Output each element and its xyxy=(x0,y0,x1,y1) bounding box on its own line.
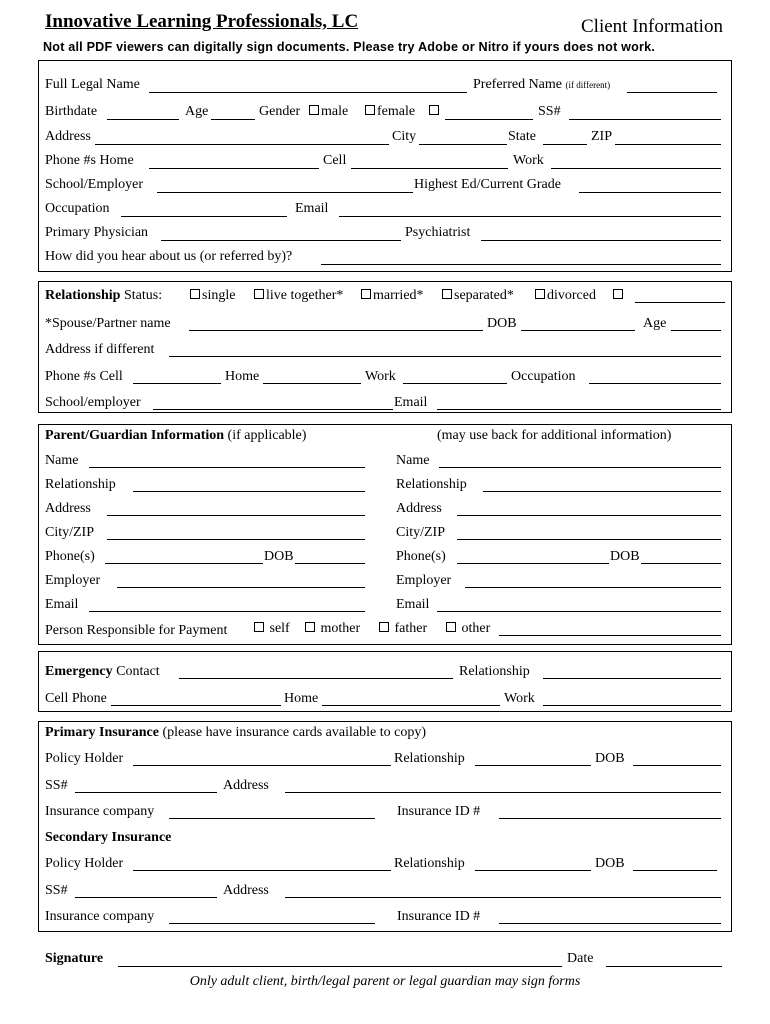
emergency-home-label: Home xyxy=(284,691,319,706)
secondary-insurance-id-field[interactable] xyxy=(499,923,721,924)
signature-field[interactable] xyxy=(118,966,562,967)
status-divorced-option[interactable]: divorced xyxy=(535,289,596,303)
separated-checkbox[interactable] xyxy=(442,289,452,299)
parent1-address-label: Address xyxy=(45,501,91,516)
status-other-field[interactable] xyxy=(635,302,725,303)
psychiatrist-field[interactable] xyxy=(481,240,721,241)
emergency-relationship-field[interactable] xyxy=(543,678,721,679)
preferred-name-label: Preferred Name (if different) xyxy=(473,77,611,92)
ss-label: SS# xyxy=(538,104,561,119)
school-employer-label: School/Employer xyxy=(45,177,143,192)
primary-insurance-id-label: Insurance ID # xyxy=(397,804,481,819)
parent2-name-field[interactable] xyxy=(439,467,721,468)
highest-ed-field[interactable] xyxy=(579,192,721,193)
spouse-cell-label: Phone #s Cell xyxy=(45,369,123,384)
spouse-home-field[interactable] xyxy=(263,383,361,384)
gender-label: Gender xyxy=(259,104,301,119)
secondary-insurance-id-label: Insurance ID # xyxy=(397,909,481,924)
client-details-section xyxy=(38,60,732,272)
emergency-work-field[interactable] xyxy=(543,705,721,706)
parent1-relationship-field[interactable] xyxy=(133,491,365,492)
school-employer-field[interactable] xyxy=(157,192,413,193)
secondary-ss-label: SS# xyxy=(45,883,68,898)
status-live-together-option[interactable]: live together* xyxy=(254,289,343,303)
date-label: Date xyxy=(567,951,594,966)
home-phone-field[interactable] xyxy=(149,168,319,169)
spouse-work-field[interactable] xyxy=(403,383,507,384)
work-field[interactable] xyxy=(551,168,721,169)
parent1-email-field[interactable] xyxy=(89,611,365,612)
secondary-policy-holder-field[interactable] xyxy=(133,870,391,871)
primary-address-field[interactable] xyxy=(285,792,721,793)
married-checkbox[interactable] xyxy=(361,289,371,299)
birthdate-label: Birthdate xyxy=(45,104,98,119)
gender-other-option[interactable] xyxy=(429,105,441,119)
gender-female-option[interactable]: female xyxy=(365,105,415,119)
work-label: Work xyxy=(513,153,544,168)
spouse-home-label: Home xyxy=(225,369,260,384)
primary-ss-field[interactable] xyxy=(75,792,217,793)
secondary-address-field[interactable] xyxy=(285,897,721,898)
secondary-policy-holder-label: Policy Holder xyxy=(45,856,124,871)
male-checkbox[interactable] xyxy=(309,105,319,115)
occupation-field[interactable] xyxy=(121,216,287,217)
address-label: Address xyxy=(45,129,91,144)
payment-responsible-label: Person Responsible for Payment xyxy=(45,623,228,638)
primary-dob-label: DOB xyxy=(595,751,625,766)
parent-heading: Parent/Guardian Information (if applicable) xyxy=(45,428,307,443)
state-field[interactable] xyxy=(543,144,587,145)
emergency-relationship-label: Relationship xyxy=(459,664,530,679)
secondary-company-label: Insurance company xyxy=(45,909,155,924)
primary-policy-holder-label: Policy Holder xyxy=(45,751,124,766)
primary-address-label: Address xyxy=(223,778,269,793)
relationship-section xyxy=(38,281,732,413)
gender-male-option[interactable]: male xyxy=(309,105,348,119)
primary-company-label: Insurance company xyxy=(45,804,155,819)
spouse-occupation-field[interactable] xyxy=(589,383,721,384)
mother-checkbox[interactable] xyxy=(305,622,315,632)
spouse-name-field[interactable] xyxy=(189,330,483,331)
parent1-dob-field[interactable] xyxy=(295,563,365,564)
parent1-employer-field[interactable] xyxy=(117,587,365,588)
parent2-address-field[interactable] xyxy=(457,515,721,516)
payment-other-option[interactable]: other xyxy=(446,622,490,636)
secondary-dob-label: DOB xyxy=(595,856,625,871)
email-label: Email xyxy=(295,201,329,216)
spouse-address-field[interactable] xyxy=(169,356,721,357)
parent1-cityzip-label: City/ZIP xyxy=(45,525,95,540)
age-label: Age xyxy=(185,104,209,119)
other-gender-checkbox[interactable] xyxy=(429,105,439,115)
age-field[interactable] xyxy=(211,119,255,120)
parent1-phones-label: Phone(s) xyxy=(45,549,95,564)
parent2-address-label: Address xyxy=(396,501,442,516)
live-together-checkbox[interactable] xyxy=(254,289,264,299)
spouse-school-label: School/employer xyxy=(45,395,141,410)
primary-physician-label: Primary Physician xyxy=(45,225,149,240)
city-label: City xyxy=(392,129,417,144)
gender-other-field[interactable] xyxy=(445,119,533,120)
full-legal-name-field[interactable] xyxy=(149,92,467,93)
primary-relationship-field[interactable] xyxy=(475,765,591,766)
primary-policy-holder-field[interactable] xyxy=(133,765,391,766)
secondary-dob-field[interactable] xyxy=(633,870,717,871)
back-note: (may use back for additional information) xyxy=(437,428,672,443)
document-title: Client Information xyxy=(581,16,723,37)
secondary-relationship-label: Relationship xyxy=(394,856,465,871)
primary-ss-label: SS# xyxy=(45,778,68,793)
parent2-relationship-label: Relationship xyxy=(396,477,467,492)
address-field[interactable] xyxy=(95,144,389,145)
spouse-age-label: Age xyxy=(643,316,667,331)
organization-name: Innovative Learning Professionals, LC xyxy=(45,11,359,32)
status-other-option[interactable] xyxy=(613,289,625,303)
zip-field[interactable] xyxy=(615,144,721,145)
parent-guardian-section xyxy=(38,424,732,645)
date-field[interactable] xyxy=(606,966,722,967)
insurance-section xyxy=(38,721,732,932)
preferred-name-field[interactable] xyxy=(627,92,717,93)
parent1-cityzip-field[interactable] xyxy=(107,539,365,540)
self-checkbox[interactable] xyxy=(254,622,264,632)
secondary-ss-field[interactable] xyxy=(75,897,217,898)
secondary-relationship-field[interactable] xyxy=(475,870,591,871)
signature-label: Signature xyxy=(45,951,104,966)
birthdate-field[interactable] xyxy=(107,119,179,120)
primary-physician-field[interactable] xyxy=(161,240,401,241)
emergency-section xyxy=(38,651,732,712)
pdf-viewer-notice: Not all PDF viewers can digitally sign documents. Please try Adobe or Nitro if yours does not work. xyxy=(43,40,656,54)
emergency-home-field[interactable] xyxy=(322,705,500,706)
spouse-email-field[interactable] xyxy=(437,409,721,410)
spouse-name-label: *Spouse/Partner name xyxy=(45,316,171,331)
highest-ed-label: Highest Ed/Current Grade xyxy=(414,177,561,192)
state-label: State xyxy=(508,129,536,144)
relationship-status-label: Relationship Status: xyxy=(45,288,163,303)
father-checkbox[interactable] xyxy=(379,622,389,632)
status-single-option[interactable]: single xyxy=(190,289,235,303)
emergency-contact-label: Emergency Contact xyxy=(45,664,160,679)
parent1-phones-field[interactable] xyxy=(105,563,263,564)
parent2-name-label: Name xyxy=(396,453,430,468)
ss-field[interactable] xyxy=(569,119,721,120)
emergency-cell-field[interactable] xyxy=(111,705,281,706)
home-phone-label: Phone #s Home xyxy=(45,153,134,168)
parent2-phones-field[interactable] xyxy=(457,563,609,564)
primary-insurance-heading: Primary Insurance (please have insurance cards available to copy) xyxy=(45,725,426,740)
emergency-contact-field[interactable] xyxy=(179,678,453,679)
parent1-employer-label: Employer xyxy=(45,573,101,588)
payment-father-option[interactable]: father xyxy=(379,622,427,636)
spouse-age-field[interactable] xyxy=(671,330,721,331)
emergency-work-label: Work xyxy=(504,691,535,706)
secondary-insurance-heading: Secondary Insurance xyxy=(45,830,172,845)
spouse-work-label: Work xyxy=(365,369,396,384)
referral-field[interactable] xyxy=(321,264,721,265)
parent2-cityzip-label: City/ZIP xyxy=(396,525,446,540)
occupation-label: Occupation xyxy=(45,201,110,216)
parent1-name-field[interactable] xyxy=(89,467,365,468)
female-checkbox[interactable] xyxy=(365,105,375,115)
other-payer-checkbox[interactable] xyxy=(446,622,456,632)
primary-insurance-id-field[interactable] xyxy=(499,818,721,819)
email-field[interactable] xyxy=(339,216,721,217)
parent2-relationship-field[interactable] xyxy=(483,491,721,492)
parent2-employer-field[interactable] xyxy=(465,587,721,588)
parent2-email-field[interactable] xyxy=(437,611,721,612)
signature-eligibility-note: Only adult client, birth/legal parent or legal guardian may sign forms xyxy=(189,974,581,989)
full-legal-name-label: Full Legal Name xyxy=(45,77,140,92)
payment-other-field[interactable] xyxy=(499,635,721,636)
parent1-name-label: Name xyxy=(45,453,79,468)
spouse-email-label: Email xyxy=(394,395,428,410)
cell-field[interactable] xyxy=(351,168,508,169)
parent2-email-label: Email xyxy=(396,597,430,612)
parent2-dob-field[interactable] xyxy=(641,563,721,564)
emergency-cell-label: Cell Phone xyxy=(45,691,107,706)
spouse-dob-field[interactable] xyxy=(521,330,635,331)
parent2-employer-label: Employer xyxy=(396,573,452,588)
spouse-dob-label: DOB xyxy=(487,316,517,331)
parent2-cityzip-field[interactable] xyxy=(457,539,721,540)
parent1-dob-label: DOB xyxy=(264,549,294,564)
secondary-address-label: Address xyxy=(223,883,269,898)
other-status-checkbox[interactable] xyxy=(613,289,623,299)
divorced-checkbox[interactable] xyxy=(535,289,545,299)
spouse-occupation-label: Occupation xyxy=(511,369,576,384)
parent1-address-field[interactable] xyxy=(107,515,365,516)
status-separated-option[interactable]: separated* xyxy=(442,289,514,303)
parent1-email-label: Email xyxy=(45,597,79,612)
spouse-address-label: Address if different xyxy=(45,342,155,357)
primary-dob-field[interactable] xyxy=(633,765,721,766)
primary-company-field[interactable] xyxy=(169,818,375,819)
status-married-option[interactable]: married* xyxy=(361,289,424,303)
primary-relationship-label: Relationship xyxy=(394,751,465,766)
city-field[interactable] xyxy=(419,144,507,145)
zip-label: ZIP xyxy=(591,129,612,144)
payment-self-option[interactable]: self xyxy=(254,622,290,636)
parent2-phones-label: Phone(s) xyxy=(396,549,446,564)
parent2-dob-label: DOB xyxy=(610,549,640,564)
cell-label: Cell xyxy=(323,153,347,168)
spouse-cell-field[interactable] xyxy=(133,383,221,384)
secondary-company-field[interactable] xyxy=(169,923,375,924)
payment-mother-option[interactable]: mother xyxy=(305,622,360,636)
parent1-relationship-label: Relationship xyxy=(45,477,116,492)
referral-label: How did you hear about us (or referred by)? xyxy=(45,249,293,264)
psychiatrist-label: Psychiatrist xyxy=(405,225,471,240)
single-checkbox[interactable] xyxy=(190,289,200,299)
spouse-school-field[interactable] xyxy=(153,409,393,410)
